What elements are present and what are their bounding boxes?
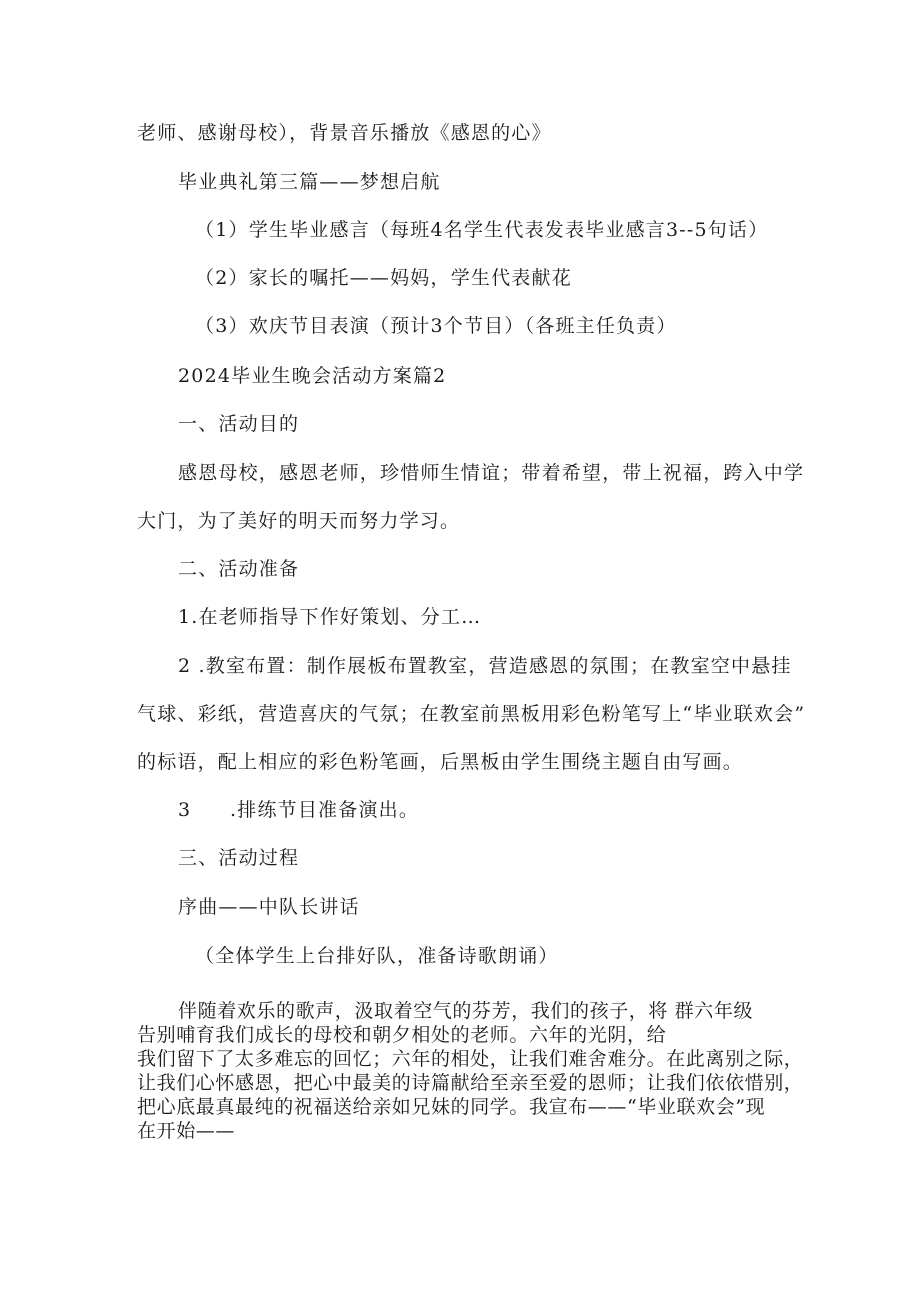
paragraph-line: 让我们心怀感恩，把心中最美的诗篇献给至亲至爱的恩师；让我们依依惜别， [137,1072,804,1094]
list-item: （2）家长的嘱托——妈妈，学生代表献花 [195,267,572,289]
section-heading: 一、活动目的 [178,413,300,435]
paragraph-line: 伴随着欢乐的歌声，汲取着空气的芬芳，我们的孩子，将 群六年级 [178,1000,754,1022]
list-item: （1）学生毕业感言（每班4名学生代表发表毕业感言3--5句话） [195,219,769,241]
paragraph-line: 告别哺育我们成长的母校和朝夕相处的老师。六年的光阴，给 [137,1024,667,1046]
list-item: （3）欢庆节目表演（预计3个节目）（各班主任负责） [195,315,677,337]
text-line: 感恩母校，感恩老师，珍惜师生情谊；带着希望，带上祝福，跨入中学 [178,462,805,484]
section-heading: 二、活动准备 [178,558,300,580]
paragraph-line: 我们留下了太多难忘的回忆；六年的相处，让我们难舍难分。在此离别之际， [137,1048,804,1070]
document-title: 2024毕业生晚会活动方案篇2 [178,365,447,387]
text-line: 序曲——中队长讲话 [178,896,360,918]
list-item: 2 .教室布置：制作展板布置教室，营造感恩的氛围；在教室空中悬挂 [178,655,792,677]
text-line: （全体学生上台排好队，准备诗歌朗诵） [195,945,559,967]
paragraph-line: 把心底最真最纯的祝福送给亲如兄妹的同学。我宣布——“毕业联欢会”现 [137,1096,766,1118]
section-heading: 毕业典礼第三篇——梦想启航 [178,171,441,193]
text-line: 老师、感谢母校），背景音乐播放《感恩的心》 [137,122,552,144]
text-line: 气球、彩纸，营造喜庆的气氛；在教室前黑板用彩色粉笔写上“毕业联欢会” [137,703,806,725]
list-item: 1.在老师指导下作好策划、分工… [178,606,482,628]
list-item-number: 3 [178,799,192,821]
paragraph-line: 在开始—— [137,1120,236,1142]
list-item: .排练节目准备演出。 [230,799,420,821]
text-line: 的标语，配上相应的彩色粉笔画，后黑板由学生围绕主题自由写画。 [137,751,744,773]
text-line: 大门，为了美好的明天而努力学习。 [137,510,461,532]
section-heading: 三、活动过程 [178,847,300,869]
